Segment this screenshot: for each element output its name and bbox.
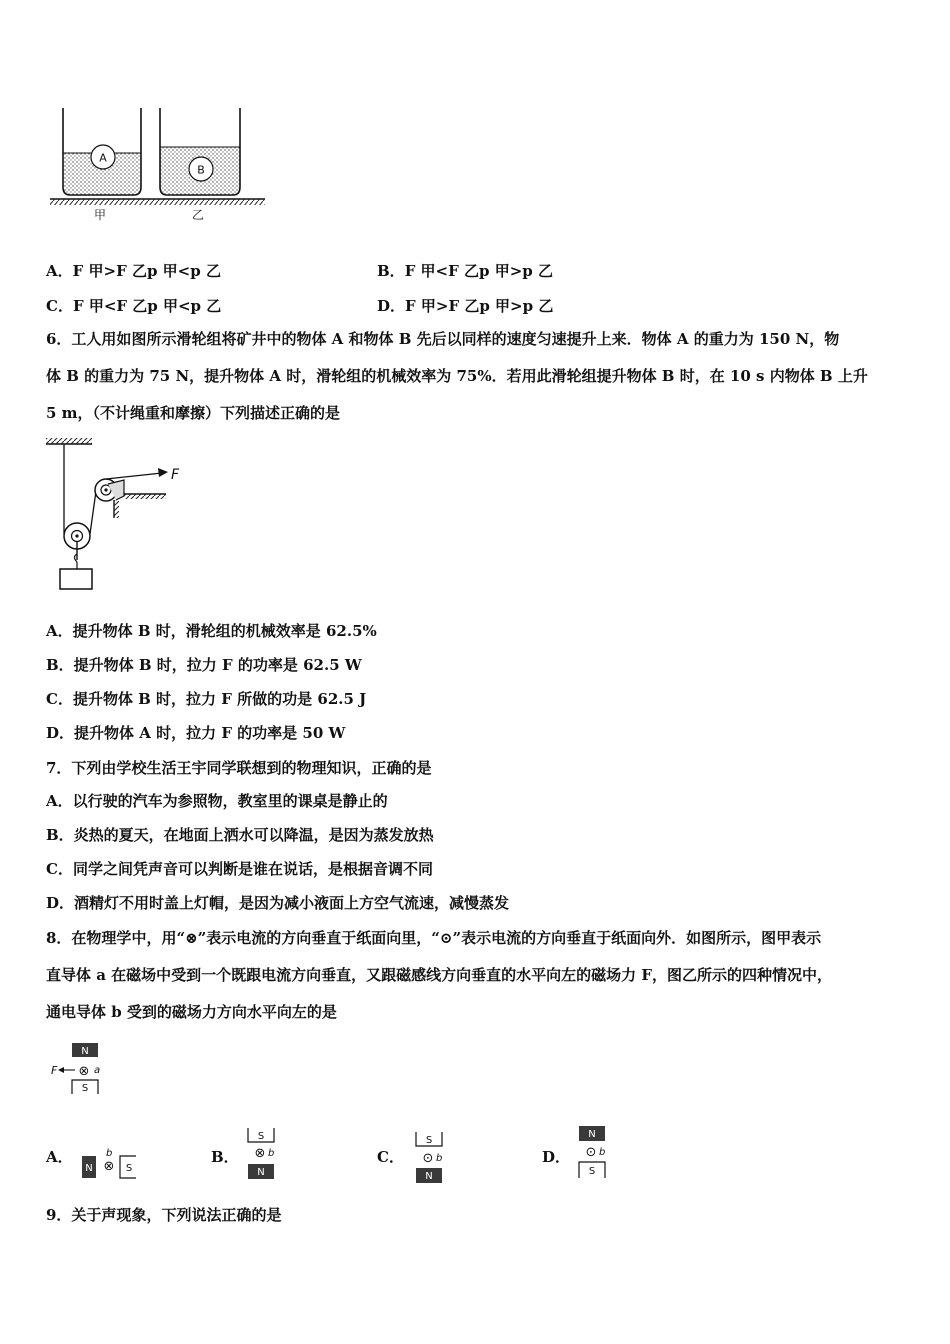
q8-option-d-label[interactable]: D．	[542, 1148, 571, 1166]
q5-option-c[interactable]	[46, 296, 221, 316]
q8-option-a-figure[interactable]	[78, 1144, 144, 1184]
q6-option-a[interactable]: A．提升物体 B 时，滑轮组的机械效率是 62.5%	[46, 622, 377, 640]
q6-stem-line-2: 体 B 的重力为 75 N，提升物体 A 时，滑轮组的机械效率为 75%．若用此滑轮组提升物体 B 时，在 10 s 内物体 B 上升	[46, 367, 868, 385]
magnet-diagram-a	[78, 1144, 144, 1184]
q6-stem-line-3: 5 m，（不计绳重和摩擦）下列描述正确的是	[46, 404, 341, 422]
jia-south-label: S	[81, 1083, 89, 1094]
pulley-diagram	[44, 436, 194, 596]
q5-option-a-letter: A．	[46, 262, 73, 280]
q8-option-c-figure[interactable]	[410, 1128, 454, 1186]
q9-stem: 9．关于声现象，下列说法正确的是	[46, 1206, 282, 1224]
a-north-label: N	[85, 1163, 93, 1174]
label-yi: 乙	[191, 208, 205, 222]
q8-stem-line-3: 通电导体 b 受到的磁场力方向水平向左的是	[46, 1003, 337, 1021]
pulley-figure	[44, 436, 194, 596]
q5-option-b-letter: B．	[377, 262, 405, 280]
q7-option-b[interactable]: B．炎热的夏天，在地面上洒水可以降温，是因为蒸发放热	[46, 826, 434, 844]
c-south-label: S	[425, 1135, 433, 1146]
a-south-label: S	[125, 1163, 133, 1174]
q8-option-d-figure[interactable]	[573, 1122, 617, 1180]
jia-current-symbol: ⊗	[78, 1064, 90, 1079]
magnet-figure-jia	[46, 1040, 116, 1098]
force-label-f: F	[171, 467, 180, 483]
q7-stem: 7．下列由学校生活王宇同学联想到的物理知识，正确的是	[46, 759, 432, 777]
q6-option-d[interactable]: D．提升物体 A 时，拉力 F 的功率是 50 W	[46, 724, 346, 742]
q6-option-b[interactable]: B．提升物体 B 时，拉力 F 的功率是 62.5 W	[46, 656, 362, 674]
c-north-label: N	[425, 1171, 433, 1182]
b-conductor-label: b	[268, 1148, 275, 1159]
q7-option-a[interactable]: A．以行驶的汽车为参照物，教室里的课桌是静止的	[46, 792, 388, 810]
q5-option-d-letter: D．	[377, 297, 406, 315]
b-north-label: N	[257, 1167, 265, 1178]
q5-option-c-letter: C．	[46, 297, 73, 315]
jia-force-label: F	[51, 1064, 58, 1077]
d-south-label: S	[588, 1166, 596, 1177]
q8-option-b-figure[interactable]	[242, 1124, 286, 1182]
q5-option-c-text: F 甲<F 乙p 甲<p 乙	[72, 297, 222, 315]
d-conductor-label: b	[599, 1147, 606, 1158]
magnet-diagram-d	[573, 1122, 617, 1180]
ball-a-label: A	[99, 151, 107, 165]
q5-option-b[interactable]	[377, 261, 553, 281]
ball-b	[189, 157, 213, 181]
q5-option-d-text: F 甲>F 乙p 甲>p 乙	[405, 297, 554, 315]
q7-option-d[interactable]: D．酒精灯不用时盖上灯帽，是因为减小液面上方空气流速，减慢蒸发	[46, 894, 510, 912]
q5-option-b-text: F 甲<F 乙p 甲>p 乙	[404, 262, 553, 280]
ball-b-label: B	[197, 163, 205, 177]
a-conductor-label: b	[106, 1148, 113, 1159]
q6-option-c[interactable]: C．提升物体 B 时，拉力 F 所做的功是 62.5 J	[46, 690, 367, 708]
b-current-symbol: ⊗	[254, 1146, 266, 1161]
label-jia: 甲	[93, 208, 107, 222]
q6-stem-line-1: 6．工人用如图所示滑轮组将矿井中的物体 A 和物体 B 先后以同样的速度匀速提升上来．物体 A 的重力为 150 N，物	[46, 330, 840, 348]
q5-option-d[interactable]	[377, 296, 553, 316]
q8-option-a-label[interactable]: A．	[46, 1148, 73, 1166]
q8-stem-line-1: 8．在物理学中，用“⊗”表示电流的方向垂直于纸面向里，“⊙”表示电流的方向垂直于纸面向外．如图所示，图甲表示	[46, 929, 822, 947]
q8-option-c-label[interactable]: C．	[377, 1148, 404, 1166]
beakers-diagram	[48, 105, 273, 230]
c-conductor-label: b	[436, 1153, 443, 1164]
jia-north-label: N	[81, 1046, 89, 1057]
q7-option-c[interactable]: C．同学之间凭声音可以判断是谁在说话，是根据音调不同	[46, 860, 433, 878]
d-north-label: N	[588, 1129, 596, 1140]
magnet-diagram-jia	[46, 1040, 116, 1098]
a-current-symbol: ⊗	[103, 1159, 115, 1174]
c-current-symbol: ⊙	[422, 1151, 434, 1166]
jia-conductor-label: a	[94, 1065, 101, 1076]
q8-option-b-label[interactable]: B．	[211, 1148, 239, 1166]
q5-option-a[interactable]	[46, 261, 221, 281]
q5-option-a-text: F 甲>F 乙p 甲<p 乙	[72, 262, 221, 280]
d-current-symbol: ⊙	[585, 1145, 597, 1160]
ball-a	[91, 145, 115, 169]
beakers-figure	[48, 105, 273, 230]
b-south-label: S	[257, 1131, 265, 1142]
magnet-diagram-b	[242, 1124, 286, 1182]
magnet-diagram-c	[410, 1128, 454, 1186]
q8-stem-line-2: 直导体 a 在磁场中受到一个既跟电流方向垂直，又跟磁感线方向垂直的水平向左的磁场力 F，图乙所示的四种情况中，	[46, 966, 833, 984]
